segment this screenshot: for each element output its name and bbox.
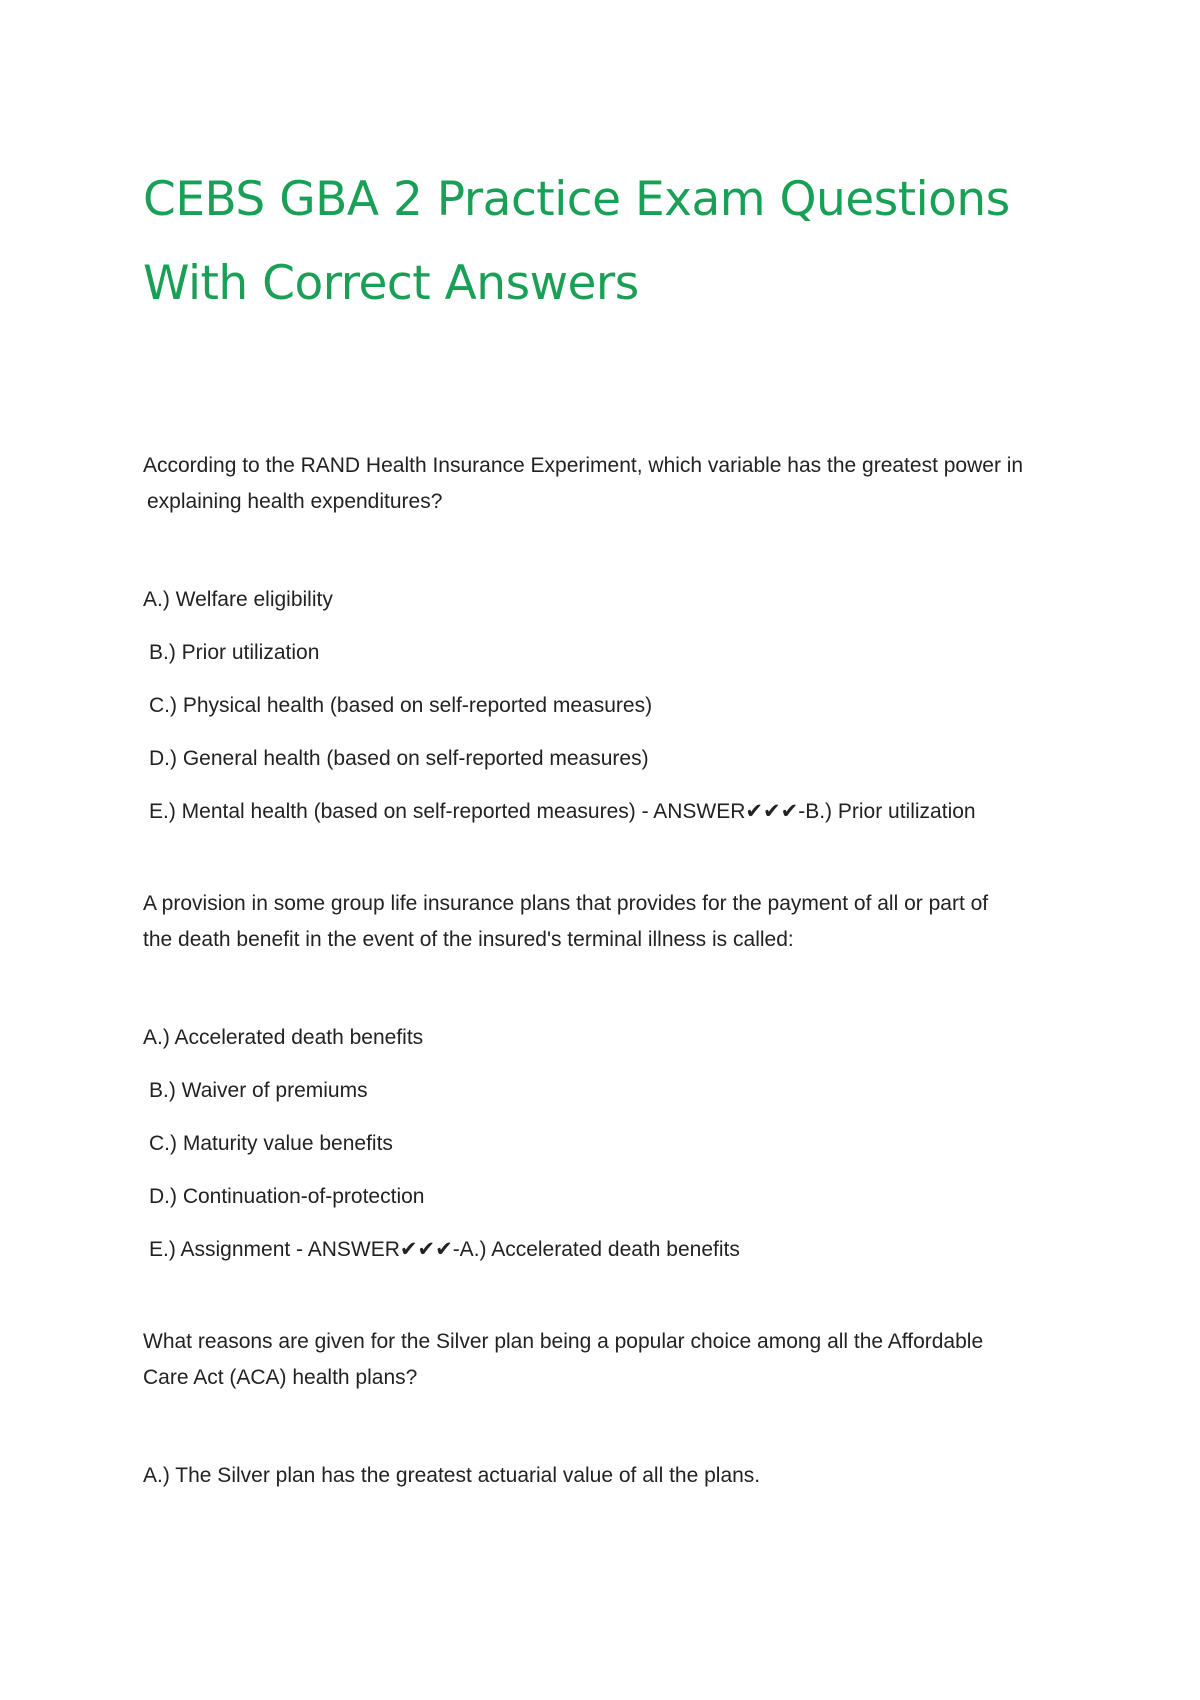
question-2-line-2: the death benefit in the event of the insured's terminal illness is called: xyxy=(143,928,794,951)
question-1-options xyxy=(143,586,1080,825)
question-2-option-b: B.) Waiver of premiums xyxy=(149,1079,368,1102)
question-1-option-e-answer: E.) Mental health (based on self-reported measures) - ANSWER✔✔✔-B.) Prior utilization xyxy=(149,800,976,823)
title-line-2: With Correct Answers xyxy=(143,256,639,311)
question-2-option-e-answer: E.) Assignment - ANSWER✔✔✔-A.) Accelerated death benefits xyxy=(149,1238,740,1261)
document-title xyxy=(143,0,1080,326)
title-line-1: CEBS GBA 2 Practice Exam Questions xyxy=(143,172,1010,227)
question-3-options xyxy=(143,1462,1080,1489)
question-1-prompt xyxy=(143,448,1080,520)
question-2-options xyxy=(143,1024,1080,1263)
question-1-option-a: A.) Welfare eligibility xyxy=(143,588,333,611)
question-1-line-1: According to the RAND Health Insurance Experiment, which variable has the greatest power in xyxy=(143,454,1024,477)
question-2-option-d: D.) Continuation-of-protection xyxy=(149,1185,425,1208)
question-1-line-2: explaining health expenditures? xyxy=(147,490,443,513)
question-1-option-d: D.) General health (based on self-reported measures) xyxy=(149,747,649,770)
question-2-option-c: C.) Maturity value benefits xyxy=(149,1132,393,1155)
question-3-prompt xyxy=(143,1324,1080,1396)
question-3-line-2: Care Act (ACA) health plans? xyxy=(143,1366,418,1389)
question-3-line-1: What reasons are given for the Silver plan being a popular choice among all the Affordable xyxy=(143,1330,984,1353)
question-1-option-b: B.) Prior utilization xyxy=(149,641,320,664)
question-3-option-a: A.) The Silver plan has the greatest actuarial value of all the plans. xyxy=(143,1464,761,1487)
question-2-option-a: A.) Accelerated death benefits xyxy=(143,1026,424,1049)
question-2-prompt xyxy=(143,886,1080,958)
question-1-option-c: C.) Physical health (based on self-reported measures) xyxy=(149,694,653,717)
question-2-line-1: A provision in some group life insurance plans that provides for the payment of all or part of xyxy=(143,892,989,915)
